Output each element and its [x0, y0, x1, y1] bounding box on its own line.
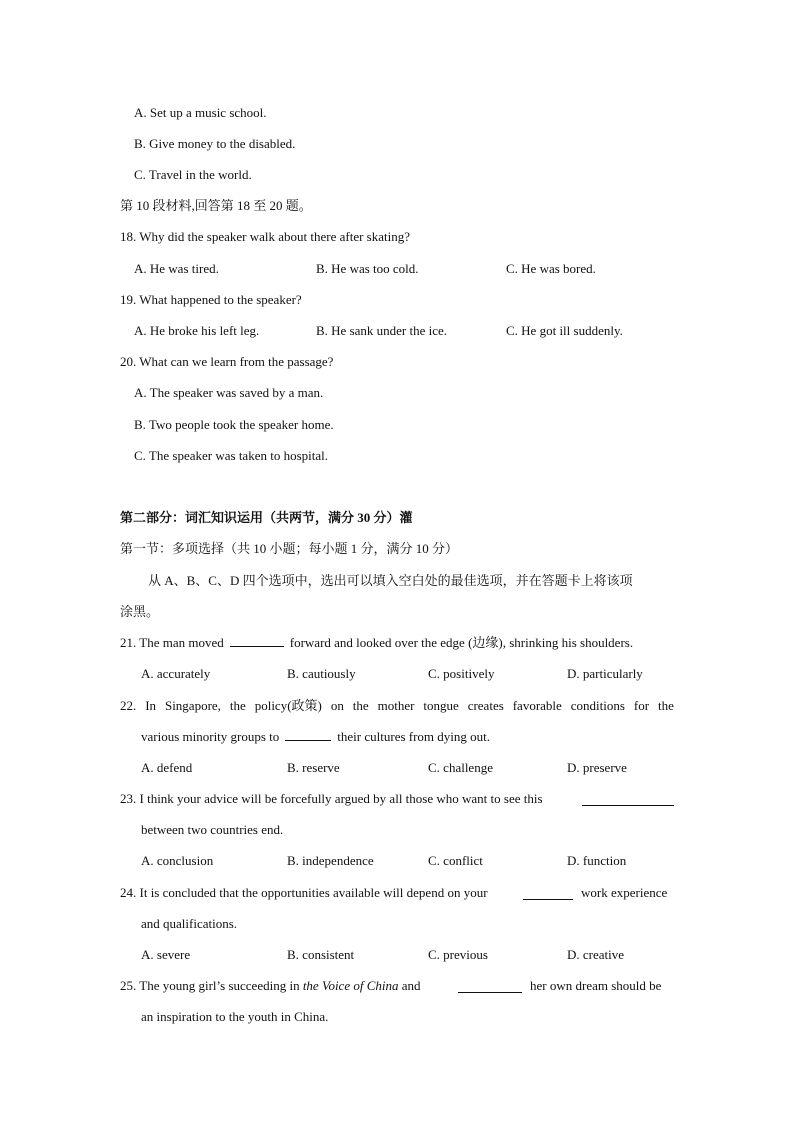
option-a-music-school: A. Set up a music school. — [134, 105, 267, 120]
q22-line2-before: various minority groups to — [141, 729, 280, 744]
q22-word: tongue — [423, 698, 459, 713]
q24-line1-before: 24. It is concluded that the opportunities available will depend on your — [120, 885, 488, 900]
q20-option-c: C. The speaker was taken to hospital. — [134, 448, 328, 463]
q20-option-b: B. Two people took the speaker home. — [134, 417, 334, 432]
q22-policy — [255, 697, 322, 715]
q22-word: creates — [467, 698, 504, 713]
q22-word: the — [352, 698, 369, 713]
q25-blank — [458, 980, 522, 993]
q18-option-a: A. He was tired. — [134, 261, 219, 276]
q25-line1-after: her own dream should be — [530, 978, 662, 993]
q22-word: the — [657, 698, 674, 713]
q22-line2 — [141, 728, 490, 746]
q24-line2: and qualifications. — [141, 916, 238, 931]
q24-option-a: A. severe — [141, 947, 191, 962]
q22-word: on — [330, 698, 344, 713]
q22-word: the — [229, 698, 246, 713]
q21-option-d: D. particularly — [567, 666, 643, 681]
q22-word: 22. — [120, 698, 137, 713]
q25-italic-title: the Voice of China — [302, 978, 399, 993]
q21-option-c: C. positively — [428, 666, 495, 681]
q20-option-a: A. The speaker was saved by a man. — [134, 385, 324, 400]
q23-option-c: C. conflict — [428, 853, 483, 868]
q23-blank — [582, 793, 674, 806]
q19-stem: 19. What happened to the speaker? — [120, 292, 302, 307]
q22-option-b: B. reserve — [287, 760, 340, 775]
q19-option-b: B. He sank under the ice. — [316, 323, 448, 338]
q24-option-c: C. previous — [428, 947, 488, 962]
q22-blank — [285, 728, 331, 741]
q24-option-d: D. creative — [567, 947, 625, 962]
q22-word: ) — [317, 698, 322, 713]
q22-word: mother — [377, 698, 415, 713]
q19-option-c: C. He got ill suddenly. — [506, 323, 623, 338]
q23-option-b: B. independence — [287, 853, 374, 868]
option-b-give-money: B. Give money to the disabled. — [134, 136, 296, 151]
part2-section1: 第一节：多项选择（共 10 小题；每小题 1 分，满分 10 分） — [120, 541, 459, 556]
q22-option-a: A. defend — [141, 760, 193, 775]
q21-stem-after: forward and looked over the edge (边缘), shrinking his shoulders. — [289, 635, 634, 650]
q25-text-mid: and — [401, 978, 421, 993]
part2-title: 第二部分：词汇知识运用（共两节，满分 30 分）灌 — [120, 510, 413, 525]
q18-option-b: B. He was too cold. — [316, 261, 419, 276]
q22-option-d: D. preserve — [567, 760, 627, 775]
q23-option-a: A. conclusion — [141, 853, 214, 868]
q24-blank — [523, 887, 573, 900]
q21-option-b: B. cautiously — [287, 666, 356, 681]
q22-option-c: C. challenge — [428, 760, 493, 775]
q22-word: favorable — [512, 698, 562, 713]
q20-stem: 20. What can we learn from the passage? — [120, 354, 334, 369]
q22-word: conditions — [570, 698, 625, 713]
q18-stem: 18. Why did the speaker walk about there after skating? — [120, 229, 410, 244]
q25-line1-before — [120, 977, 421, 995]
q21-stem-before: 21. The man moved — [120, 635, 224, 650]
q25-text-before: 25. The young girl’s succeeding in — [120, 978, 300, 993]
q18-option-c: C. He was bored. — [506, 261, 596, 276]
q24-line1-after: work experience — [581, 885, 668, 900]
q22-line1 — [120, 697, 674, 715]
q22-word: policy( — [254, 698, 292, 713]
q22-line2-after: their cultures from dying out. — [337, 729, 491, 744]
q24-option-b: B. consistent — [287, 947, 355, 962]
part2-instruction-line1: 从 A、B、C、D 四个选项中，选出可以填入空白处的最佳选项，并在答题卡上将该项 — [148, 573, 633, 588]
q25-line2: an inspiration to the youth in China. — [141, 1009, 329, 1024]
q23-line2: between two countries end. — [141, 822, 284, 837]
option-c-travel: C. Travel in the world. — [134, 167, 252, 182]
q22-word: for — [633, 698, 650, 713]
part2-instruction-line2: 涂黑。 — [120, 604, 160, 619]
q21-option-a: A. accurately — [141, 666, 211, 681]
q23-line1: 23. I think your advice will be forcefully argued by all those who want to see this — [120, 791, 543, 806]
q22-word: In — [145, 698, 157, 713]
q19-option-a: A. He broke his left leg. — [134, 323, 260, 338]
q22-word: 政策 — [291, 698, 318, 713]
q21-stem — [120, 634, 633, 652]
q21-blank — [230, 634, 284, 647]
section10-heading: 第 10 段材料,回答第 18 至 20 题。 — [120, 198, 312, 213]
q22-word: Singapore, — [164, 698, 221, 713]
q23-option-d: D. function — [567, 853, 627, 868]
